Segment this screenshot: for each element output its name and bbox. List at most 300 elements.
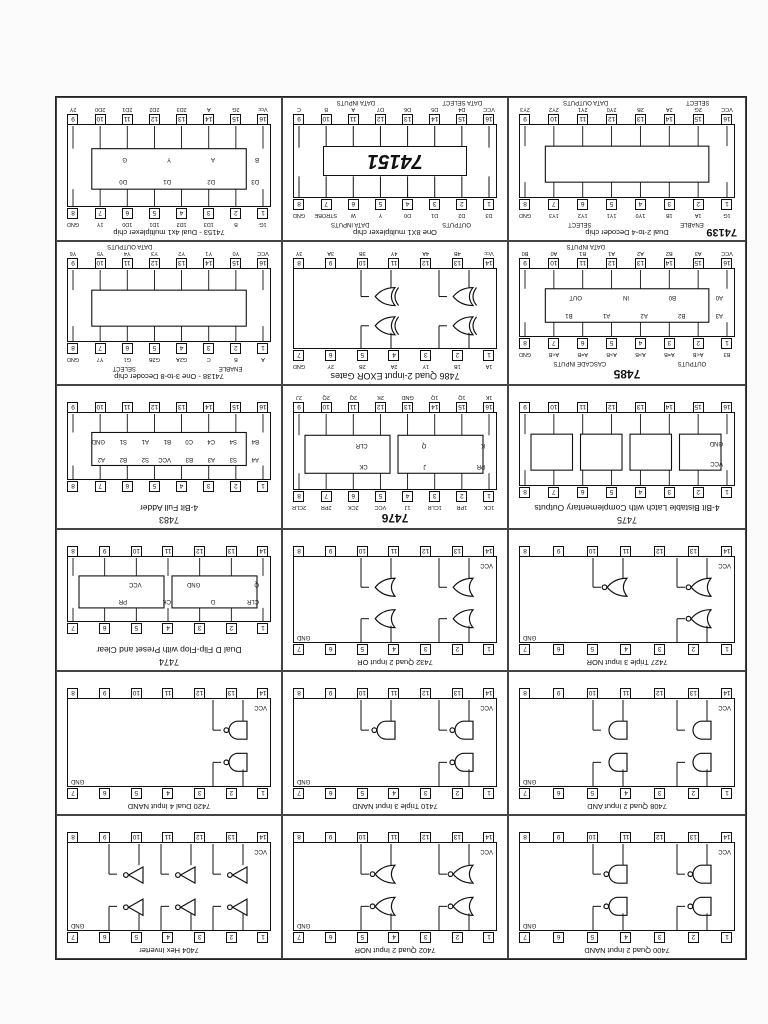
pin-9: 9 <box>553 688 564 699</box>
chip-7474-content <box>57 530 281 670</box>
pin-label: A>B <box>635 351 646 357</box>
xor-gate-symbol <box>453 288 476 306</box>
pin-14: 14 <box>429 114 440 125</box>
pin-row <box>283 687 507 699</box>
pin-label: G2B <box>148 356 160 362</box>
pin-row <box>509 545 745 557</box>
pin-1: 1 <box>722 788 733 799</box>
pin-2: 2 <box>693 338 704 349</box>
pin-3: 3 <box>203 481 214 492</box>
nand-gate-symbol <box>450 721 473 739</box>
gate-body <box>609 753 627 771</box>
pin-label: C <box>297 106 301 112</box>
nand-gate-symbol <box>688 897 711 915</box>
pin-label: C <box>206 356 211 362</box>
pin-label: Y4 <box>123 250 131 256</box>
pin-5: 5 <box>131 932 142 943</box>
internal-label: A3 <box>207 455 215 462</box>
pin-row <box>509 198 745 210</box>
internal-label: IN <box>623 294 629 301</box>
pin-row <box>57 831 281 843</box>
pin-11: 11 <box>389 688 400 699</box>
pin-7: 7 <box>294 788 305 799</box>
ic-internal-schematic <box>291 414 497 490</box>
internal-label: D <box>210 598 215 605</box>
pin-10: 10 <box>587 546 598 557</box>
pin-3: 3 <box>664 487 675 498</box>
pin-6: 6 <box>122 481 133 492</box>
pin-13: 13 <box>402 114 413 125</box>
internal-label: K <box>480 442 485 449</box>
chip-title: 74153 - Dual 4x1 multiplexer chip <box>113 228 225 237</box>
pin-8: 8 <box>294 199 305 210</box>
internal-label: B <box>254 156 259 163</box>
pin-7: 7 <box>294 350 305 361</box>
pin-label: VCC <box>483 106 495 112</box>
pin-label: D7 <box>376 106 384 112</box>
pin-label: G2A <box>176 356 188 362</box>
pin-7: 7 <box>95 343 106 354</box>
pin-label: Y6 <box>69 250 77 256</box>
internal-label: S1 <box>119 437 127 444</box>
pin-label: B2 <box>665 250 673 256</box>
pin-15: 15 <box>230 402 241 413</box>
internal-block <box>398 435 483 473</box>
gnd-label: GND <box>523 634 537 640</box>
pin-label: 1CLR <box>427 504 442 510</box>
pin-4: 4 <box>163 788 174 799</box>
pin-row <box>283 401 507 413</box>
pin-group-label: ENABLE <box>680 221 704 227</box>
pin-12: 12 <box>149 114 160 125</box>
pin-10: 10 <box>548 402 559 413</box>
pin-group-label: CASCADE INPUTS <box>553 360 607 366</box>
internal-label: CLR <box>355 442 368 449</box>
pin-label: 1D3 <box>203 221 214 227</box>
chip-7475 <box>508 385 746 529</box>
internal-label: A2 <box>97 455 105 462</box>
internal-label: VCC <box>129 580 142 587</box>
gate-body <box>691 610 711 628</box>
gate-body <box>609 865 627 883</box>
pin-7: 7 <box>68 932 79 943</box>
pin-11: 11 <box>621 546 632 557</box>
inversion-bubble <box>224 760 229 765</box>
pin-row <box>509 643 745 655</box>
pin-4: 4 <box>163 623 174 634</box>
inv-gate-symbol <box>176 899 195 915</box>
pin-3: 3 <box>654 932 665 943</box>
pin-label: 3B <box>358 250 366 256</box>
pin-13: 13 <box>226 688 237 699</box>
pin-label: 2Y <box>327 363 335 369</box>
chip-7408 <box>508 671 746 815</box>
pin-group-label: SELECT <box>686 99 710 105</box>
chip-title: 7432 Quad 2 Input OR <box>357 658 433 667</box>
pin-group-label: OUTPUTS <box>442 221 471 227</box>
pin-10: 10 <box>357 832 368 843</box>
pin-11: 11 <box>621 688 632 699</box>
pin-label: 2CLR <box>291 504 307 510</box>
nor-gate-symbol <box>448 865 473 883</box>
internal-label: PR <box>476 462 485 469</box>
internal-label: D0 <box>119 178 127 185</box>
nand-gate-symbol <box>450 753 473 771</box>
pin-group-label: DATA SELECT <box>442 99 483 105</box>
pin-9: 9 <box>99 688 110 699</box>
pin-1: 1 <box>722 199 733 210</box>
internal-label: Q <box>421 442 427 449</box>
nor-gate-symbol <box>370 897 395 915</box>
gate-body <box>453 610 473 628</box>
internal-label: B0 <box>668 294 676 301</box>
gate-body <box>693 753 711 771</box>
pin-label: 1PR <box>456 504 468 510</box>
nand-gate-symbol <box>604 897 627 915</box>
nand-gate-symbol <box>224 721 247 739</box>
pin-12: 12 <box>149 258 160 269</box>
pin-9: 9 <box>68 258 79 269</box>
pin-label: 1J <box>404 504 411 510</box>
inv-gate-symbol <box>176 867 195 883</box>
pin-14: 14 <box>203 114 214 125</box>
pin-label: D0 <box>404 212 412 218</box>
pin-12: 12 <box>420 258 431 269</box>
internal-block <box>545 146 709 182</box>
internal-label: A4 <box>251 455 259 462</box>
pin-3: 3 <box>654 788 665 799</box>
pin-3: 3 <box>194 932 205 943</box>
pin-9: 9 <box>520 402 531 413</box>
pin-11: 11 <box>621 832 632 843</box>
pin-group-label: DATA OUTPUTS <box>563 99 609 105</box>
pin-9: 9 <box>325 688 336 699</box>
pin-label: Y5 <box>96 250 104 256</box>
pin-11: 11 <box>348 114 359 125</box>
vcc-label: VCC <box>480 562 493 568</box>
pin-6: 6 <box>348 199 359 210</box>
pin-label: VCC <box>374 504 387 510</box>
vcc-label: VCC <box>254 704 267 710</box>
pin-5: 5 <box>375 199 386 210</box>
pin-12: 12 <box>606 402 617 413</box>
pin-14: 14 <box>203 258 214 269</box>
pin-14: 14 <box>484 688 495 699</box>
nor-gate-symbol <box>370 865 395 883</box>
internal-block <box>630 434 672 470</box>
pin-16: 16 <box>258 402 269 413</box>
ic-pinout-sheet <box>55 96 747 960</box>
ic-internal-schematic <box>65 414 271 480</box>
pin-10: 10 <box>131 546 142 557</box>
chip-subtitle: Dual D Flip-Flop with Preset and Clear <box>96 645 242 655</box>
pin-group-label: OUTPUTS <box>677 360 707 366</box>
pin-8: 8 <box>294 258 305 269</box>
pin-label: B3 <box>723 351 731 357</box>
ic-internal-schematic <box>291 558 497 643</box>
inversion-bubble <box>688 904 693 909</box>
internal-label: A0 <box>715 294 723 301</box>
pin-label: A=B <box>577 351 588 357</box>
pin-3: 3 <box>194 788 205 799</box>
xor-arc <box>473 317 477 335</box>
pin-label: 1Y1 <box>606 212 617 218</box>
pin-row <box>509 257 745 269</box>
pin-5: 5 <box>357 350 368 361</box>
pin-12: 12 <box>654 688 665 699</box>
pin-5: 5 <box>357 788 368 799</box>
pin-16: 16 <box>722 114 733 125</box>
internal-label: B2 <box>119 455 127 462</box>
pin-14: 14 <box>203 402 214 413</box>
pin-row <box>509 486 745 498</box>
pin-2: 2 <box>452 644 463 655</box>
pin-9: 9 <box>294 402 305 413</box>
chip-7486-content <box>283 242 507 384</box>
pin-label: 1G <box>723 212 731 218</box>
inversion-bubble <box>604 872 609 877</box>
pin-4: 4 <box>402 199 413 210</box>
pin-9: 9 <box>294 114 305 125</box>
nand-gate-symbol <box>604 865 627 883</box>
pin-8: 8 <box>68 832 79 843</box>
pin-7: 7 <box>548 199 559 210</box>
xor-gate-symbol <box>375 317 398 335</box>
pin-2: 2 <box>452 932 463 943</box>
pin-label: B <box>234 221 238 227</box>
pin-label: 2D2 <box>149 106 160 112</box>
pin-row <box>283 931 507 943</box>
chip-7486 <box>282 241 508 385</box>
chip-title: 7420 Dual 4 Input NAND <box>127 802 211 811</box>
chip-7474 <box>56 529 282 671</box>
pin-1: 1 <box>484 644 495 655</box>
pin-14: 14 <box>258 832 269 843</box>
pin-8: 8 <box>520 688 531 699</box>
gate-body <box>375 610 395 628</box>
pin-label: Y7 <box>96 356 104 362</box>
gate-body <box>691 578 711 596</box>
pin-7: 7 <box>95 481 106 492</box>
pin-12: 12 <box>375 114 386 125</box>
gate-body <box>375 865 395 883</box>
inversion-bubble <box>448 872 453 877</box>
and-gate-symbol <box>609 721 627 739</box>
pin-6: 6 <box>325 932 336 943</box>
pin-14: 14 <box>484 832 495 843</box>
pin-label: D5 <box>431 106 439 112</box>
ic-internal-schematic <box>517 844 735 931</box>
pin-12: 12 <box>194 688 205 699</box>
internal-block <box>305 435 390 473</box>
pin-10: 10 <box>587 832 598 843</box>
pin-label: 2D0 <box>95 106 106 112</box>
pin-8: 8 <box>294 546 305 557</box>
pin-row <box>509 787 745 799</box>
pin-8: 8 <box>520 338 531 349</box>
pin-row <box>57 787 281 799</box>
pin-2: 2 <box>688 644 699 655</box>
internal-label: Q <box>254 580 259 587</box>
pin-14: 14 <box>722 688 733 699</box>
gate-body <box>453 865 473 883</box>
pin-label: A3 <box>694 250 702 256</box>
pin-label: 2CK <box>347 504 359 510</box>
pin-label: 1Y2 <box>577 212 588 218</box>
pin-9: 9 <box>325 832 336 843</box>
pin-6: 6 <box>553 644 564 655</box>
pin-row <box>509 337 745 349</box>
pin-label: 3A <box>327 250 335 256</box>
pin-3: 3 <box>429 199 440 210</box>
pin-6: 6 <box>99 623 110 634</box>
pin-group-label: DATA INPUTS <box>566 243 605 249</box>
internal-label: S2 <box>141 455 149 462</box>
pin-label: 1K <box>485 394 493 400</box>
internal-label: GND <box>91 437 105 444</box>
pin-13: 13 <box>176 258 187 269</box>
pin-4: 4 <box>621 644 632 655</box>
pin-4: 4 <box>389 788 400 799</box>
pin-label: Y1 <box>205 250 213 256</box>
chip-title: 7427 Triple 3 Input NOR <box>586 658 668 667</box>
gate-body <box>693 865 711 883</box>
pin-13: 13 <box>452 832 463 843</box>
chip-7404-content <box>57 816 281 958</box>
internal-label: PR <box>118 598 127 605</box>
pin-12: 12 <box>420 688 431 699</box>
nor-gate-symbol <box>686 578 711 596</box>
chip-74151-content <box>283 98 507 240</box>
pin-label: GND <box>292 212 306 218</box>
ic-internal-schematic <box>65 270 271 342</box>
pin-label: D2 <box>458 212 466 218</box>
pin-4: 4 <box>635 199 646 210</box>
pin-16: 16 <box>258 258 269 269</box>
internal-label: B2 <box>678 312 686 319</box>
internal-label: OUT <box>569 294 582 301</box>
inversion-bubble <box>370 872 375 877</box>
pin-11: 11 <box>122 258 133 269</box>
pin-3: 3 <box>194 623 205 634</box>
pin-8: 8 <box>520 487 531 498</box>
pin-9: 9 <box>99 546 110 557</box>
inv-gate-symbol <box>124 867 143 883</box>
pin-3: 3 <box>664 199 675 210</box>
pin-10: 10 <box>357 258 368 269</box>
pin-13: 13 <box>688 546 699 557</box>
pin-label: A<B <box>692 351 704 357</box>
pin-9: 9 <box>520 114 531 125</box>
internal-label: A <box>210 156 215 163</box>
pin-7: 7 <box>321 199 332 210</box>
nand-gate-symbol <box>372 721 395 739</box>
pin-13: 13 <box>452 546 463 557</box>
inv-gate-symbol <box>228 867 247 883</box>
pin-label: 2Y2 <box>548 106 559 112</box>
chip-7404 <box>56 815 282 959</box>
pin-4: 4 <box>621 932 632 943</box>
gate-body <box>455 753 473 771</box>
gnd-label: GND <box>71 922 85 928</box>
internal-label: S4 <box>229 437 237 444</box>
pin-14: 14 <box>484 258 495 269</box>
vcc-label: VCC <box>718 562 731 568</box>
pin-1: 1 <box>484 199 495 210</box>
pin-label: B0 <box>521 250 529 256</box>
chip-7485-content <box>509 242 745 384</box>
ic-internal-schematic <box>65 700 271 787</box>
pin-6: 6 <box>348 491 359 502</box>
pin-11: 11 <box>348 402 359 413</box>
pin-1: 1 <box>258 932 269 943</box>
pin-6: 6 <box>99 932 110 943</box>
gate-body <box>453 897 473 915</box>
nor-gate-symbol <box>602 578 627 596</box>
and-gate-symbol <box>693 753 711 771</box>
internal-label: VCC <box>710 459 723 466</box>
pin-label: 1B <box>665 212 673 218</box>
internal-label: A2 <box>640 312 648 319</box>
gate-body <box>181 867 195 883</box>
ic-internal-schematic <box>65 558 271 622</box>
pin-row <box>509 687 745 699</box>
internal-label: C4 <box>207 437 215 444</box>
pin-label: 1D2 <box>176 221 187 227</box>
pin-9: 9 <box>68 114 79 125</box>
gnd-label: GND <box>297 778 311 784</box>
pin-12: 12 <box>420 832 431 843</box>
pin-row <box>57 545 281 557</box>
internal-label: B1 <box>565 312 573 319</box>
pin-row <box>57 113 281 125</box>
pin-label: 1Y0 <box>635 212 646 218</box>
pin-12: 12 <box>654 832 665 843</box>
internal-label: Y <box>166 156 171 163</box>
internal-label: S3 <box>229 455 237 462</box>
pin-11: 11 <box>577 258 588 269</box>
internal-label: A3 <box>715 312 723 319</box>
pin-2: 2 <box>452 350 463 361</box>
inversion-bubble <box>370 904 375 909</box>
pin-2: 2 <box>226 788 237 799</box>
pin-14: 14 <box>664 114 675 125</box>
ic-internal-schematic <box>65 844 271 931</box>
chip-7427-content <box>509 530 745 670</box>
pin-2: 2 <box>456 199 467 210</box>
pin-1: 1 <box>722 932 733 943</box>
pin-10: 10 <box>95 114 106 125</box>
pin-label: 1CK <box>483 504 495 510</box>
pin-14: 14 <box>258 688 269 699</box>
gate-body <box>609 897 627 915</box>
chip-title: One 8X1 multiplexer chip <box>353 228 437 237</box>
chip-title: 7404 Hex Inverter <box>139 946 199 955</box>
internal-label: A1 <box>602 312 611 319</box>
pin-label: B <box>234 356 238 362</box>
pin-4: 4 <box>389 350 400 361</box>
chip-7408-content <box>509 672 745 814</box>
pin-label: B1 <box>579 250 587 256</box>
pin-label: 4A <box>422 250 430 256</box>
pin-4: 4 <box>635 487 646 498</box>
pin-5: 5 <box>149 208 160 219</box>
chip-74153-content <box>57 98 281 240</box>
pin-9: 9 <box>68 402 79 413</box>
pin-11: 11 <box>122 114 133 125</box>
pin-2: 2 <box>230 343 241 354</box>
gate-body <box>453 578 473 596</box>
